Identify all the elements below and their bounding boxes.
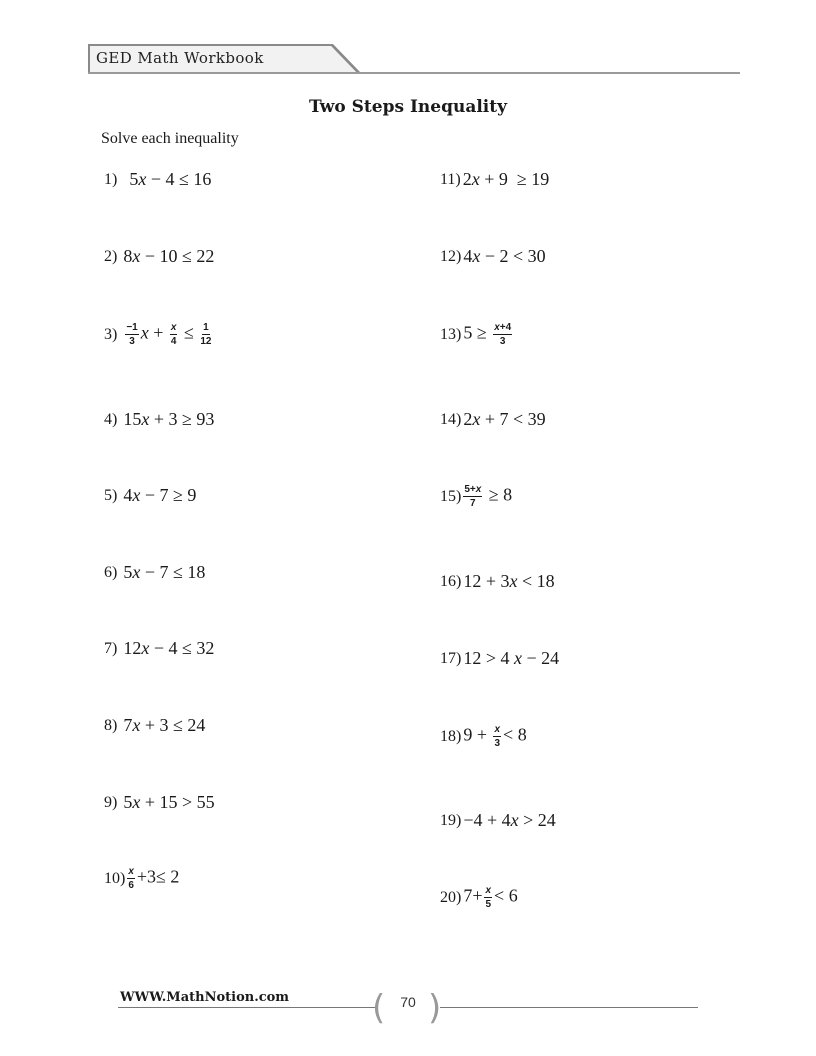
page-number: 70 <box>400 994 416 1010</box>
problem-expression: 5x − 7 ≤ 18 <box>123 562 206 582</box>
problem-number: 6) <box>104 563 118 581</box>
problem-4 <box>104 409 214 430</box>
problem-number: 13) <box>440 325 462 343</box>
problem-expression: −4 + 4x > 24 <box>463 810 556 830</box>
problem-expression: 12 + 3x < 18 <box>463 571 555 591</box>
problem-number: 4) <box>104 410 118 428</box>
problem-6 <box>104 562 205 583</box>
problem-2 <box>104 246 214 267</box>
problem-expression: 9 + $\frac{x}{3}$ < 8 <box>463 724 527 749</box>
problem-expression: $\frac{5+x}{7}$ ≥ 8 <box>464 484 513 509</box>
page-title: Two Steps Inequality <box>308 97 508 117</box>
problem-number: 20) <box>440 888 462 906</box>
problem-12 <box>440 246 546 267</box>
problem-expression: 2x + 9 ≥ 19 <box>462 169 550 189</box>
footer-divider-left <box>118 1007 376 1008</box>
problem-13 <box>440 322 514 347</box>
problem-expression: 5x − 4 ≤ 16 <box>129 169 212 189</box>
problem-14 <box>440 409 546 430</box>
problem-11 <box>440 169 549 190</box>
problem-number: 17) <box>440 649 462 667</box>
problem-expression: 12 > 4 x − 24 <box>463 648 560 668</box>
problem-expression: 4x − 2 < 30 <box>463 246 546 266</box>
problem-number: 19) <box>440 811 462 829</box>
problem-8 <box>104 715 205 736</box>
problem-expression: 5x + 15 > 55 <box>123 792 215 812</box>
problem-expression: 7+ $\frac{x}{5}$ < 6 <box>463 885 518 910</box>
problem-18 <box>440 724 527 749</box>
left-bracket-icon: ( <box>372 988 386 1028</box>
page-header <box>88 42 740 76</box>
problem-number: 3) <box>104 325 118 343</box>
problem-expression: 12x − 4 ≤ 32 <box>123 638 215 658</box>
problem-number: 9) <box>104 793 118 811</box>
problem-19 <box>440 810 556 831</box>
problem-10 <box>104 866 179 891</box>
problem-number: 1) <box>104 170 118 188</box>
problem-5 <box>104 485 196 506</box>
problem-number: 15) <box>440 487 462 505</box>
problem-16 <box>440 571 555 592</box>
problem-number: 2) <box>104 247 118 265</box>
problem-expression: 15x + 3 ≥ 93 <box>123 409 215 429</box>
problem-expression: 2x + 7 < 39 <box>463 409 546 429</box>
problem-9 <box>104 792 215 813</box>
right-bracket-icon: ) <box>428 988 442 1028</box>
problem-15 <box>440 484 512 509</box>
problem-number: 16) <box>440 572 462 590</box>
problem-17 <box>440 648 559 669</box>
problem-expression: $\frac{x}{6}$ +3≤ 2 <box>128 866 180 891</box>
problem-expression: 7x + 3 ≤ 24 <box>123 715 206 735</box>
problem-expression: $\frac{-1}{3}$ x + $\frac{x}{4}$ ≤ $\frac{1}{12}$ <box>126 322 212 347</box>
problem-expression: 5 ≥ $\frac{x+4}{3}$ <box>463 322 512 347</box>
workbook-title: GED Math Workbook <box>96 49 264 67</box>
footer-divider-right <box>440 1007 698 1008</box>
problem-1 <box>104 169 211 190</box>
problem-number: 11) <box>440 170 461 188</box>
problem-number: 8) <box>104 716 118 734</box>
problem-expression: 8x − 10 ≤ 22 <box>123 246 215 266</box>
problem-number: 5) <box>104 486 118 504</box>
problem-7 <box>104 638 214 659</box>
problem-number: 18) <box>440 727 462 745</box>
problem-number: 10) <box>104 869 126 887</box>
problem-number: 7) <box>104 639 118 657</box>
problem-20 <box>440 885 518 910</box>
problem-3 <box>104 322 213 347</box>
problem-number: 14) <box>440 410 462 428</box>
instructions: Solve each inequality <box>101 130 239 147</box>
website-link[interactable]: WWW.MathNotion.com <box>120 990 290 1005</box>
problem-number: 12) <box>440 247 462 265</box>
problem-expression: 4x − 7 ≥ 9 <box>123 485 197 505</box>
